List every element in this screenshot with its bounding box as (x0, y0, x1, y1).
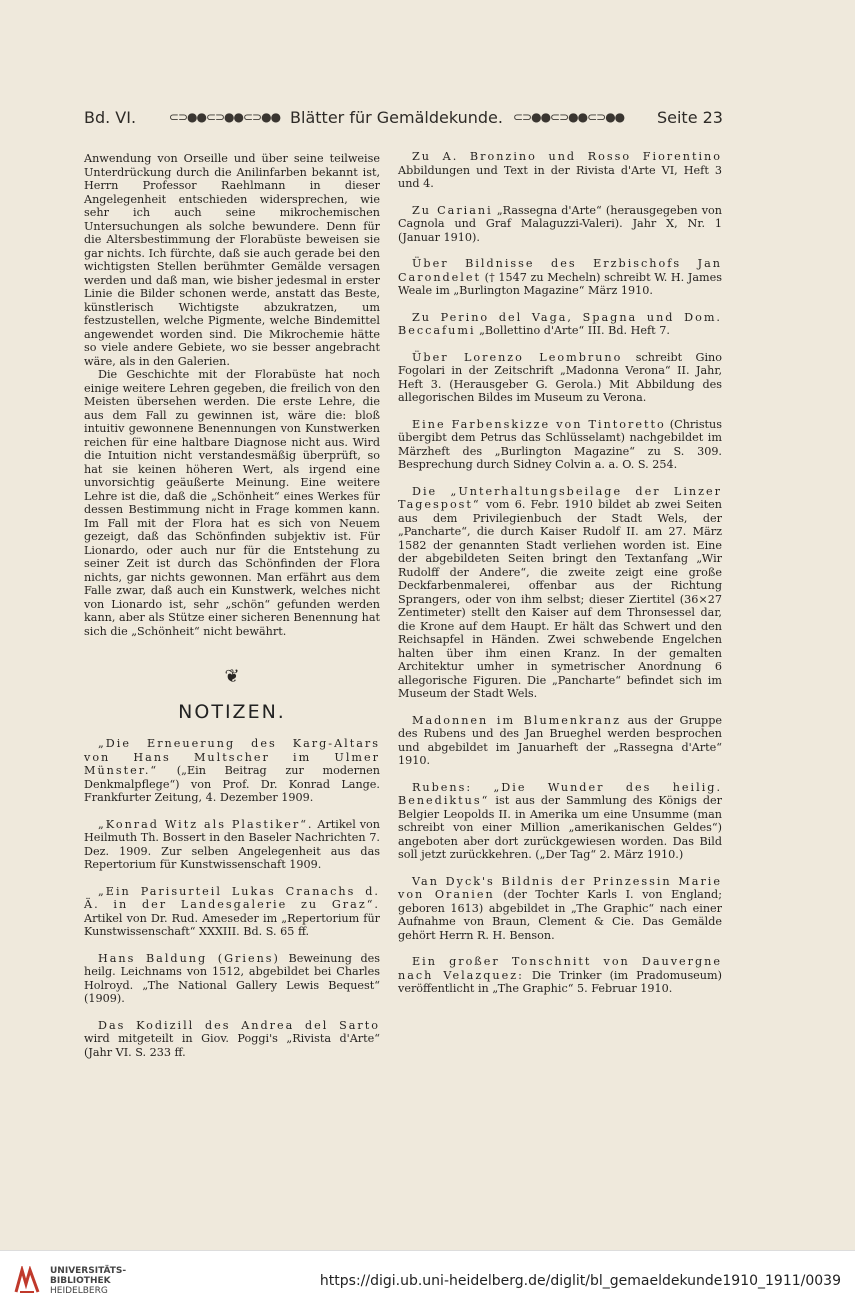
note-entry: „Ein Parisurteil Lukas Cranachs d. Ä. in der Landesgalerie zu Graz“. Artikel von Dr. Rud. Ameseder im „Repertorium für Kunstwissenschaft“ XXXIII. Bd. S. 65 ff. (84, 884, 380, 938)
note-entry: Das Kodizill des Andrea del Sarto wird mitgeteilt in Giov. Poggi's „Rivista d'Arte“ (Jahr VI. S. 233 ff. (84, 1018, 380, 1059)
second-paragraph: Die Geschichte mit der Florabüste hat noch einige weitere Lehren gegeben, die freilich von den Meisten übersehen werden. Die erste Lehre, die aus dem Fall zu gewinnen ist, wäre die: bloß intuitiv gewonnene Benennungen von Kunstwerken reichen für eine haltbare Diagnose nicht aus. Wird die Intuition nicht verstandesmäßig überprüft, so hat sie keinen höheren Wert, als irgend eine unvorsichtig geäußerte Meinung. Eine weitere Lehre ist die, daß die „Schönheit“ eines Werkes für dessen Bestimmung nicht in Frage kommen kann. Im Fall mit der Flora hat es sich von Neuem gezeigt, daß das Schönfinden subjektiv ist. Für Lionardo, oder auch nur für die Entstehung zu seiner Zeit ist durch das Schönfinden der Flora nichts, gar nichts gewonnen. Man erfährt aus dem Falle zwar, daß auch ein Kunstwerk, welches nicht von Lionardo ist, sehr „schön“ gefunden werden kann, aber als Stütze einer sicheren Benennung hat sich die „Schönheit“ nicht bewährt. (84, 368, 380, 638)
header-ornament-left: ⊂⊃●●⊂⊃●●⊂⊃●● (168, 110, 281, 124)
note-entry: Eine Farbenskizze von Tintoretto (Christus übergibt dem Petrus das Schlüsselamt) nachgebildet im Märzheft des „Burlington Magazine“ zu S. 309. Besprechung durch Sidney Colvin a. a. O. S. 254. (398, 417, 723, 471)
fleuron-ornament-icon: ❦ (224, 666, 240, 687)
section-title: NOTIZEN. (178, 700, 286, 723)
left-column (84, 152, 380, 1072)
right-column (398, 150, 722, 1009)
note-entry: Rubens: „Die Wunder des heilig. Benediktus“ ist aus der Sammlung des Königs der Belgier Leopolds II. in Amerika um eine Unsumme (man schreibt von einer Million „amerikanischen Geldes“) angeboten aber dort zurückgewiesen worden. Das Bild soll jetzt zurückkehren. („Der Tag“ 2. März 1910.) (398, 780, 722, 861)
note-entry: „Konrad Witz als Plastiker“. Artikel von Heilmuth Th. Bossert in den Baseler Nachrichten 7. Dez. 1909. Zur selben Angelegenheit aus das Repertorium für Kunstwissenschaft 1909. (84, 817, 381, 871)
library-logo[interactable] (12, 1266, 126, 1296)
note-entry: Van Dyck's Bildnis der Prinzessin Marie von Oranien (der Tochter Karls I. von England; geboren 1613) abgebildet in „The Graphic“ nach einer Aufnahme von Braun, Clement & Cie. Das Gemälde gehört Herrn R. H. Benson. (398, 874, 722, 942)
note-entry: „Die Erneuerung des Karg-Altars von Hans Multscher im Ulmer Münster.“ („Ein Beitrag zur modernen Denkmalpflege“) von Prof. Dr. Konrad Lange. Frankfurter Zeitung, 4. Dezember 1909. (84, 737, 380, 804)
note-entry: Die „Unterhaltungsbeilage der Linzer Tagespost“ vom 6. Febr. 1910 bildet ab zwei Seiten aus dem Privilegienbuch der Stadt Wels, der „Pancharte“, die durch Kaiser Rudolf II. am 27. März 1582 der genannten Stadt verliehen worden ist. Eine der abgebildeten Seiten bringt den Textanfang „Wir Rudolff der Andere“, die zweite zeigt eine große Deckfarbenmalerei, offenbar aus der Richtung Sprangers, oder von ihm selbst; dieser Ziertitel (36×27 Zentimeter) stellt den Kaiser auf dem Thronsessel dar, die Krone auf dem Haupt. Er hält das Schwert und den Reichsapfel in Händen. Zwei schwebende Engelchen halten über ihm einen Kranz. In der gemalten Architektur umher in symetrischer Anordnung 6 allegorische Figuren. Die „Pancharte“ befindet sich im Museum der Stadt Wels. (398, 484, 722, 700)
note-entry: Über Bildnisse des Erzbischofs Jan Carondelet († 1547 zu Mecheln) schreibt W. H. James Weale im „Burlington Magazine“ März 1910. (398, 257, 722, 297)
note-entry: Hans Baldung (Griens) Beweinung des heilg. Leichnams von 1512, abgebildet bei Charles Holroyd. „The National Gallery Lewis Bequest“ (1909). (84, 951, 380, 1005)
intro-paragraph: Anwendung von Orseille und über seine teilweise Unterdrückung durch die Anilinfarben bekannt ist, Herrn Professor Raehlmann in dieser Angelegenheit entschieden widersprechen, wie sehr ich auch seine mikrochemischen Untersuchungen als solche bewundere. Denn für die Altersbestimmung der Florabüste beweisen sie gar nichts. Ich fürchte, daß sie auch gerade bei den wichtigsten Stellen berühmter Gemälde versagen werden und daß man, wie bisher jedesmal in erster Linie die Bilder schonen werde, anstatt das Beste, künstlerisch Wichtigste abzukratzen, um festzustellen, welche Pigmente, welche Bindemittel angewendet worden sind. Die Mikrochemie hätte so viele andere Gebiete, wo sie besser angebracht wäre, als in den Galerien. (84, 152, 380, 368)
note-entry: Zu Perino del Vaga, Spagna und Dom. Beccafumi „Bollettino d'Arte“ III. Bd. Heft 7. (398, 310, 722, 337)
note-entry: Zu Cariani „Rassegna d'Arte“ (herausgegeben von Cagnola und Graf Malaguzzi-Valeri). Jahr X, Nr. 1 (Januar 1910). (398, 203, 722, 244)
page-number: Seite 23 (656, 107, 723, 127)
header-ornament-right: ⊂⊃●●⊂⊃●●⊂⊃●● (512, 110, 625, 124)
volume-label: Bd. VI. (84, 107, 137, 127)
note-entry: Über Lorenzo Leombruno schreibt Gino Fogolari in der Zeitschrift „Madonna Verona“ II. Jahr, Heft 3. (Herausgeber G. Gerola.) Mit Abbildung des allegorischen Bildes im Museum zu Verona. (398, 350, 722, 404)
library-logo-icon (12, 1266, 42, 1296)
note-entry: Madonnen im Blumenkranz aus der Gruppe des Rubens und des Jan Brueghel werden besprochen und abgebildet im Januarheft der „Rassegna d'Arte“ 1910. (398, 713, 722, 767)
journal-title: Blätter für Gemäldekunde. (290, 107, 503, 127)
running-header (84, 104, 723, 130)
library-logo-text: UNIVERSITÄTS- BIBLIOTHEK HEIDELBERG (50, 1266, 127, 1296)
note-entry: Zu A. Bronzino und Rosso Fiorentino Abbildungen und Text in der Rivista d'Arte VI, Heft 3 und 4. (398, 150, 722, 190)
permalink-url[interactable]: https://digi.ub.uni-heidelberg.de/diglit/bl_gemaeldekunde1910_1911/0039 (319, 1273, 841, 1289)
header-center (169, 108, 624, 127)
note-entry: Ein großer Tonschnitt von Dauvergne nach Velazquez: Die Trinker (im Pradomuseum) veröffentlicht in „The Graphic“ 5. Februar 1910. (398, 955, 722, 995)
viewer-footer (0, 1250, 855, 1311)
